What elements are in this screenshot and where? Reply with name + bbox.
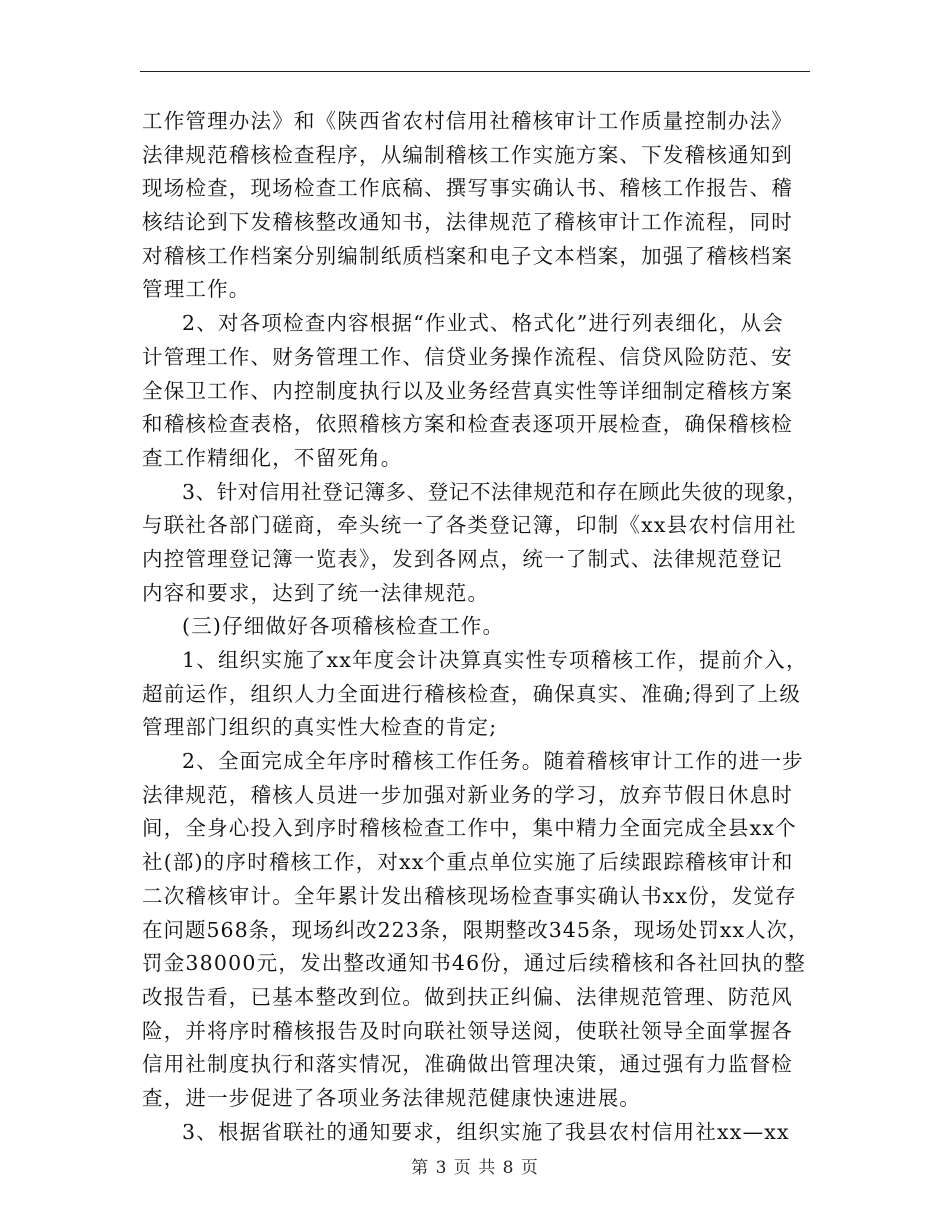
text-line: 法律规范，稽核人员进一步加强对新业务的学习，放弃节假日休息时 <box>142 782 793 807</box>
text-line: 二次稽核审计。全年累计发出稽核现场检查事实确认书xx份，发觉存 <box>142 883 797 908</box>
page-footer: 第 3 页 共 8 页 <box>411 1158 539 1178</box>
text-line: 核结论到下发稽核整改通知书，法律规范了稽核审计工作流程，同时 <box>142 210 793 235</box>
text-line: 改报告看，已基本整改到位。做到扶正纠偏、法律规范管理、防范风 <box>142 984 793 1009</box>
text-line: 3、根据省联社的通知要求，组织实施了我县农村信用社xx—xx <box>182 1119 790 1144</box>
text-line: 全保卫工作、内控制度执行以及业务经营真实性等详细制定稽核方案 <box>142 378 793 403</box>
text-line: 1、组织实施了xx年度会计决算真实性专项稽核工作，提前介入， <box>182 648 808 672</box>
text-line: 险，并将序时稽核报告及时向联社领导送阅，使联社领导全面掌握各 <box>142 1018 793 1043</box>
text-line: 2、对各项检查内容根据“作业式、格式化”进行列表细化，从会 <box>182 311 784 336</box>
text-line: 与联社各部门磋商，牵头统一了各类登记簿，印制《xx县农村信用社 <box>142 513 797 538</box>
text-line: 在问题568条，现场纠改223条，限期整改345条，现场处罚xx人次， <box>142 917 810 942</box>
text-line: 间，全身心投入到序时稽核检查工作中，集中精力全面完成全县xx个 <box>142 816 797 841</box>
text-line: 超前运作，组织人力全面进行稽核检查，确保真实、准确;得到了上级 <box>142 681 802 706</box>
text-line: 社(部)的序时稽核工作，对xx个重点单位实施了后续跟踪稽核审计和 <box>142 850 794 875</box>
text-line: 计管理工作、财务管理工作、信贷业务操作流程、信贷风险防范、安 <box>142 344 793 369</box>
text-line: 法律规范稽核检查程序，从编制稽核工作实施方案、下发稽核通知到 <box>142 142 793 167</box>
text-line: 内控管理登记簿一览表》，发到各网点，统一了制式、法律规范登记 <box>142 546 783 571</box>
text-line: 管理部门组织的真实性大检查的肯定; <box>142 715 498 740</box>
text-line: 信用社制度执行和落实情况，准确做出管理决策，通过强有力监督检 <box>142 1052 793 1077</box>
text-line: 内容和要求，达到了统一法律规范。 <box>142 580 490 605</box>
text-line: 查工作精细化，不留死角。 <box>142 445 403 470</box>
text-line: 对稽核工作档案分别编制纸质档案和电子文本档案，加强了稽核档案 <box>142 243 793 268</box>
body-text <box>142 105 812 1149</box>
text-line: 3、针对信用社登记簿多、登记不法律规范和存在顾此失彼的现象， <box>182 479 808 504</box>
text-line: 工作管理办法》和《陕西省农村信用社稽核审计工作质量控制办法》 <box>142 109 793 133</box>
text-line: 和稽核检查表格，依照稽核方案和检查表逐项开展检查，确保稽核检 <box>142 412 793 437</box>
text-line: 2、全面完成全年序时稽核工作任务。随着稽核审计工作的进一步 <box>182 749 804 774</box>
text-line: 管理工作。 <box>142 277 251 302</box>
text-line: (三)仔细做好各项稽核检查工作。 <box>182 614 505 639</box>
text-line: 罚金38000元，发出整改通知书46份，通过后续稽核和各社回执的整 <box>142 951 806 976</box>
text-line: 查，进一步促进了各项业务法律规范健康快速进展。 <box>142 1085 642 1110</box>
text-line: 现场检查，现场检查工作底稿、撰写事实确认书、稽核工作报告、稽 <box>142 176 793 201</box>
header-rule <box>140 71 810 72</box>
